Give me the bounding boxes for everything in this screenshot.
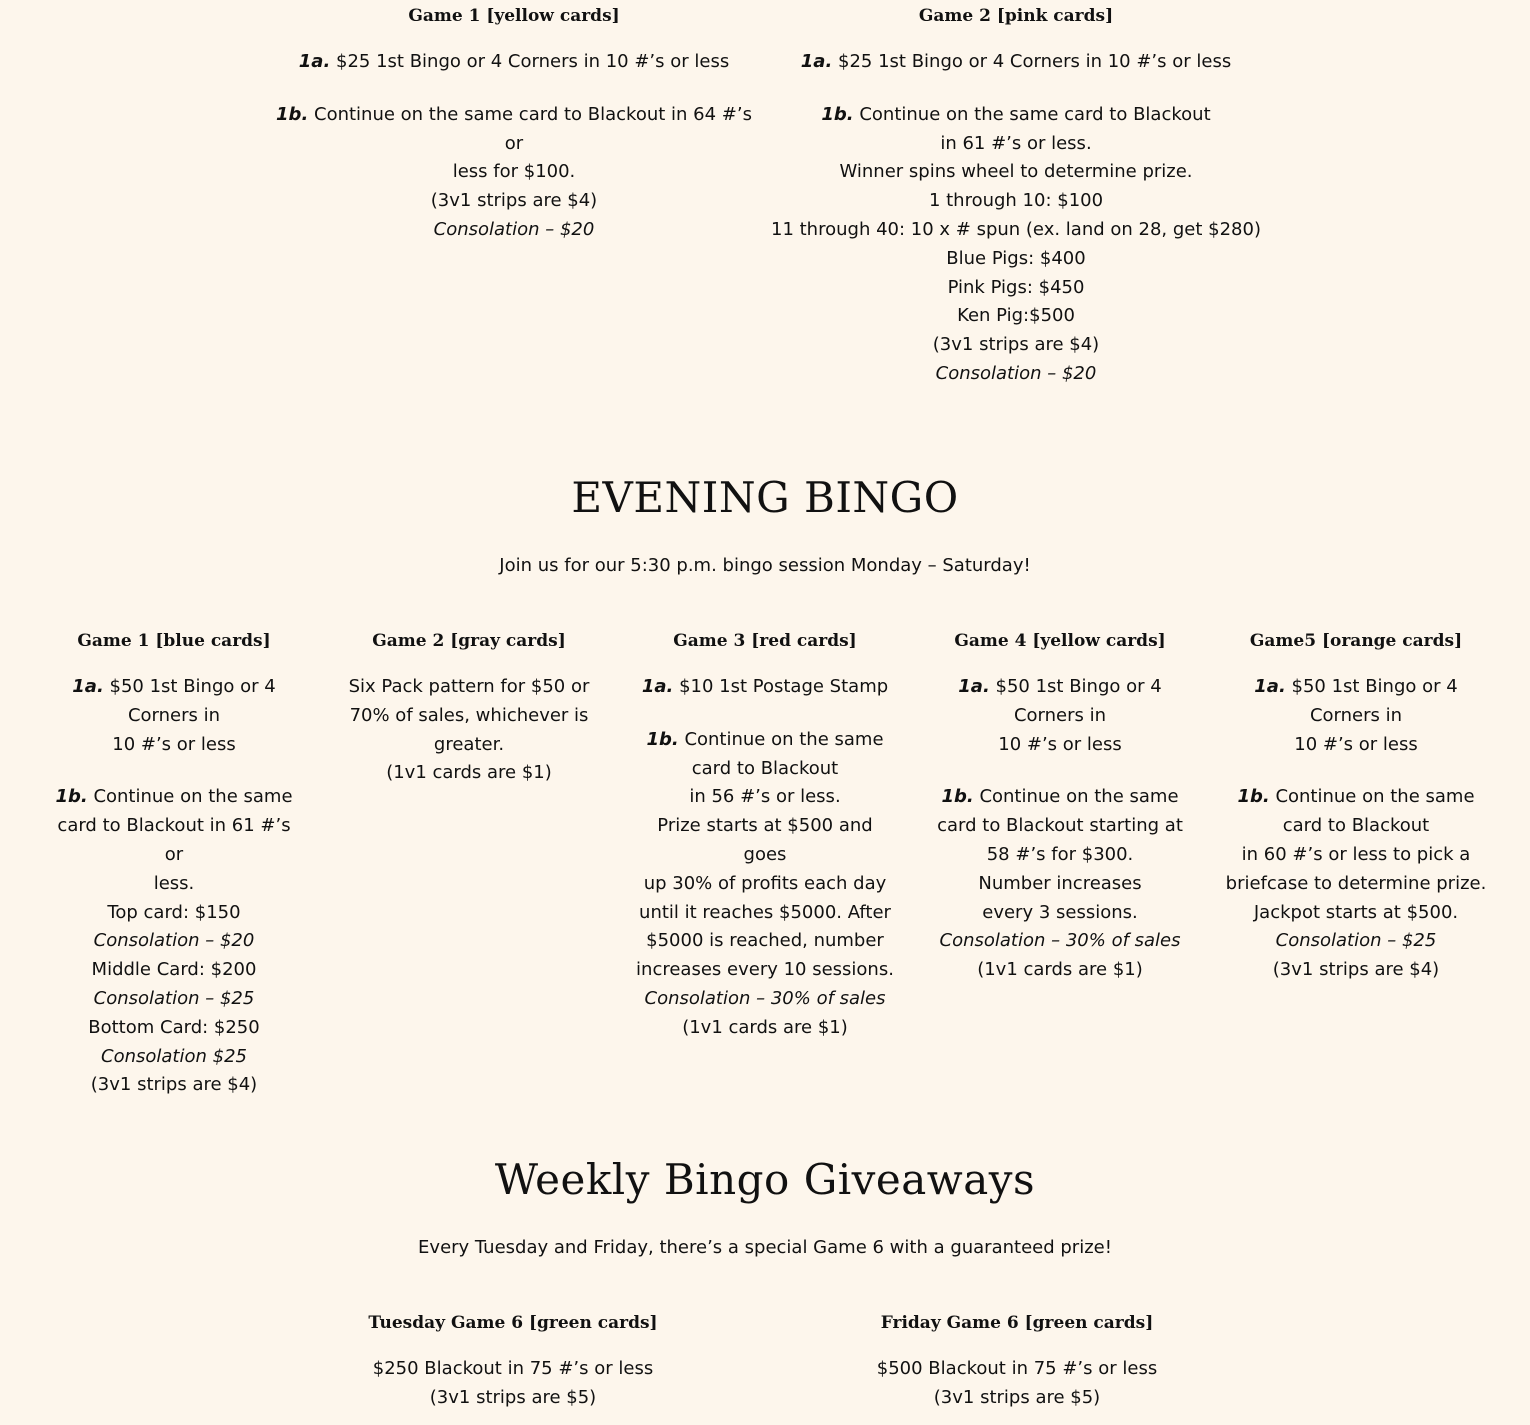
- evening-game3-column: [634, 626, 896, 1043]
- rule-1b: [48, 783, 300, 1100]
- rule-text: Continue on the same: [678, 728, 884, 750]
- rule-label: 1a.: [72, 676, 104, 697]
- rule-label: 1b.: [276, 103, 309, 125]
- rule-text: card to Blackout: [691, 757, 839, 779]
- prize-tier: 1 through 10: $100: [928, 190, 1104, 212]
- rule-text: Continue on the same card to Blackout in 64 #’s or: [308, 103, 752, 154]
- rule-text: greater.: [433, 733, 505, 755]
- prize-text: Prize starts at $500 and goes: [657, 815, 873, 865]
- rule-text: $50 1st Bingo or 4: [989, 676, 1162, 697]
- evening-game2-column: [343, 626, 595, 788]
- rule-text: Number increases: [978, 872, 1142, 894]
- rule-text: in 56 #’s or less.: [689, 786, 841, 808]
- game-description: [313, 1355, 713, 1413]
- prize-tier: Middle Card: $200: [91, 959, 257, 981]
- strips-price: (3v1 strips are $4): [90, 1074, 258, 1096]
- tuesday-game6-column: [313, 1308, 713, 1413]
- rule-text: 58 #’s for $300.: [986, 843, 1134, 865]
- weekly-subtitle: Every Tuesday and Friday, there’s a special Game 6 with a guaranteed prize!: [418, 1237, 1112, 1258]
- rule-text: less.: [153, 872, 195, 894]
- rule-text: 10 #’s or less: [1294, 733, 1418, 755]
- rule-text: briefcase to determine prize.: [1225, 872, 1487, 894]
- top-game1-column: [270, 1, 758, 245]
- game-title: Friday Game 6 [green cards]: [880, 1313, 1154, 1333]
- rule-label: 1b.: [646, 728, 679, 750]
- rule-text: card to Blackout: [1282, 815, 1430, 837]
- rule-text: card to Blackout in 61 #’s or: [57, 815, 291, 865]
- weekly-giveaways-heading: Weekly Bingo Giveaways: [494, 1155, 1036, 1204]
- strips-price: (3v1 strips are $4): [932, 334, 1100, 356]
- cards-price: (1v1 cards are $1): [386, 762, 552, 784]
- prize-tier: Bottom Card: $250: [88, 1016, 260, 1038]
- rule-text: Six Pack pattern for $50 or: [348, 676, 590, 697]
- evening-game1-column: [48, 626, 300, 1100]
- rule-text: Corners in: [127, 704, 221, 726]
- prize-text: $500 Blackout in 75 #’s or less: [876, 1358, 1158, 1379]
- rule-text: 10 #’s or less: [112, 733, 236, 755]
- rule-text: in 60 #’s or less to pick a: [1241, 843, 1471, 865]
- wheel-text: Winner spins wheel to determine prize.: [839, 161, 1193, 183]
- consolation: Consolation – $20: [935, 362, 1097, 384]
- rule-label: 1a.: [800, 51, 833, 72]
- rule-1a: [634, 673, 896, 702]
- prize-text: $5000 is reached, number: [646, 930, 884, 952]
- rule-1b: [1225, 783, 1487, 985]
- evening-game4-column: [934, 626, 1186, 985]
- game-title: Game 4 [yellow cards]: [954, 631, 1166, 651]
- rule-1a: [1225, 673, 1487, 759]
- rule-1a: [760, 48, 1272, 77]
- game-title: Game 2 [gray cards]: [372, 631, 566, 651]
- strips-price: (3v1 strips are $5): [429, 1386, 597, 1408]
- prize-tier: Ken Pig:$500: [957, 305, 1075, 327]
- prize-tier: Top card: $150: [107, 901, 241, 923]
- evening-subtitle: Join us for our 5:30 p.m. bingo session Monday – Saturday!: [499, 555, 1031, 576]
- rule-text: in 61 #’s or less.: [940, 132, 1092, 154]
- rule-label: 1a.: [958, 676, 990, 697]
- rule-text: 10 #’s or less: [998, 733, 1122, 755]
- top-game2-column: [760, 1, 1272, 389]
- rule-text: $25 1st Bingo or 4 Corners in 10 #’s or less: [330, 51, 730, 72]
- cards-price: (1v1 cards are $1): [977, 959, 1143, 981]
- prize-text: until it reaches $5000. After: [639, 901, 891, 923]
- rule-1b: [760, 101, 1272, 389]
- rule-label: 1a.: [298, 51, 331, 72]
- rule-text: $25 1st Bingo or 4 Corners in 10 #’s or less: [832, 51, 1232, 72]
- rule-text: Continue on the same: [973, 786, 1179, 808]
- rule-1a: [270, 48, 758, 77]
- consolation: Consolation – 30% of sales: [939, 930, 1181, 952]
- rule-1b: [634, 726, 896, 1043]
- rule-1a: [48, 673, 300, 759]
- strips-price: (3v1 strips are $4): [430, 190, 598, 212]
- rule-label: 1a.: [641, 676, 674, 697]
- game-title: Game5 [orange cards]: [1249, 631, 1463, 651]
- rule-text: every 3 sessions.: [982, 901, 1138, 923]
- rule-text: less for $100.: [452, 161, 576, 183]
- rule-text: Continue on the same: [1269, 786, 1475, 808]
- consolation: Consolation – $25: [93, 987, 255, 1009]
- rule-text: Continue on the same: [87, 786, 293, 808]
- rule-text: Jackpot starts at $500.: [1253, 901, 1459, 923]
- rule-text: 70% of sales, whichever is: [349, 704, 589, 726]
- game-title: Game 2 [pink cards]: [918, 6, 1114, 26]
- rule-1a: [934, 673, 1186, 759]
- consolation: Consolation – $25: [1275, 930, 1437, 952]
- game-title: Game 1 [yellow cards]: [408, 6, 620, 26]
- strips-price: (3v1 strips are $5): [933, 1386, 1101, 1408]
- rule-label: 1b.: [55, 786, 88, 808]
- rule-label: 1b.: [1237, 786, 1270, 808]
- prize-tier: 11 through 40: 10 x # spun (ex. land on 28, get $280): [771, 218, 1261, 240]
- evening-bingo-heading: EVENING BINGO: [571, 473, 959, 522]
- rule-text: card to Blackout starting at: [937, 815, 1183, 837]
- rule-text: Continue on the same card to Blackout: [853, 103, 1211, 125]
- prize-tier: Blue Pigs: $400: [946, 247, 1086, 269]
- rule-text: $10 1st Postage Stamp: [673, 676, 889, 697]
- rule-1b: [270, 101, 758, 245]
- game-description: [343, 673, 595, 788]
- rule-1b: [934, 783, 1186, 985]
- consolation: Consolation – $20: [433, 218, 595, 240]
- rule-text: Corners in: [1013, 704, 1107, 726]
- consolation: Consolation $25: [101, 1045, 247, 1067]
- game-title: Game 1 [blue cards]: [77, 631, 271, 651]
- game-title: Tuesday Game 6 [green cards]: [368, 1313, 658, 1333]
- prize-tier: Pink Pigs: $450: [947, 276, 1085, 298]
- prize-text: increases every 10 sessions.: [636, 959, 894, 981]
- prize-text: up 30% of profits each day: [643, 872, 887, 894]
- prize-text: $250 Blackout in 75 #’s or less: [372, 1358, 654, 1379]
- evening-game5-column: [1225, 626, 1487, 985]
- game-description: [817, 1355, 1217, 1413]
- rule-text: Corners in: [1309, 704, 1403, 726]
- rule-text: $50 1st Bingo or 4: [103, 676, 276, 697]
- consolation: Consolation – 30% of sales: [644, 987, 886, 1009]
- game-title: Game 3 [red cards]: [673, 631, 857, 651]
- consolation: Consolation – $20: [93, 930, 255, 952]
- rule-text: $50 1st Bingo or 4: [1285, 676, 1458, 697]
- cards-price: (1v1 cards are $1): [682, 1016, 848, 1038]
- rule-label: 1a.: [1254, 676, 1286, 697]
- rule-label: 1b.: [941, 786, 974, 808]
- friday-game6-column: [817, 1308, 1217, 1413]
- strips-price: (3v1 strips are $4): [1272, 959, 1440, 981]
- rule-label: 1b.: [821, 103, 854, 125]
